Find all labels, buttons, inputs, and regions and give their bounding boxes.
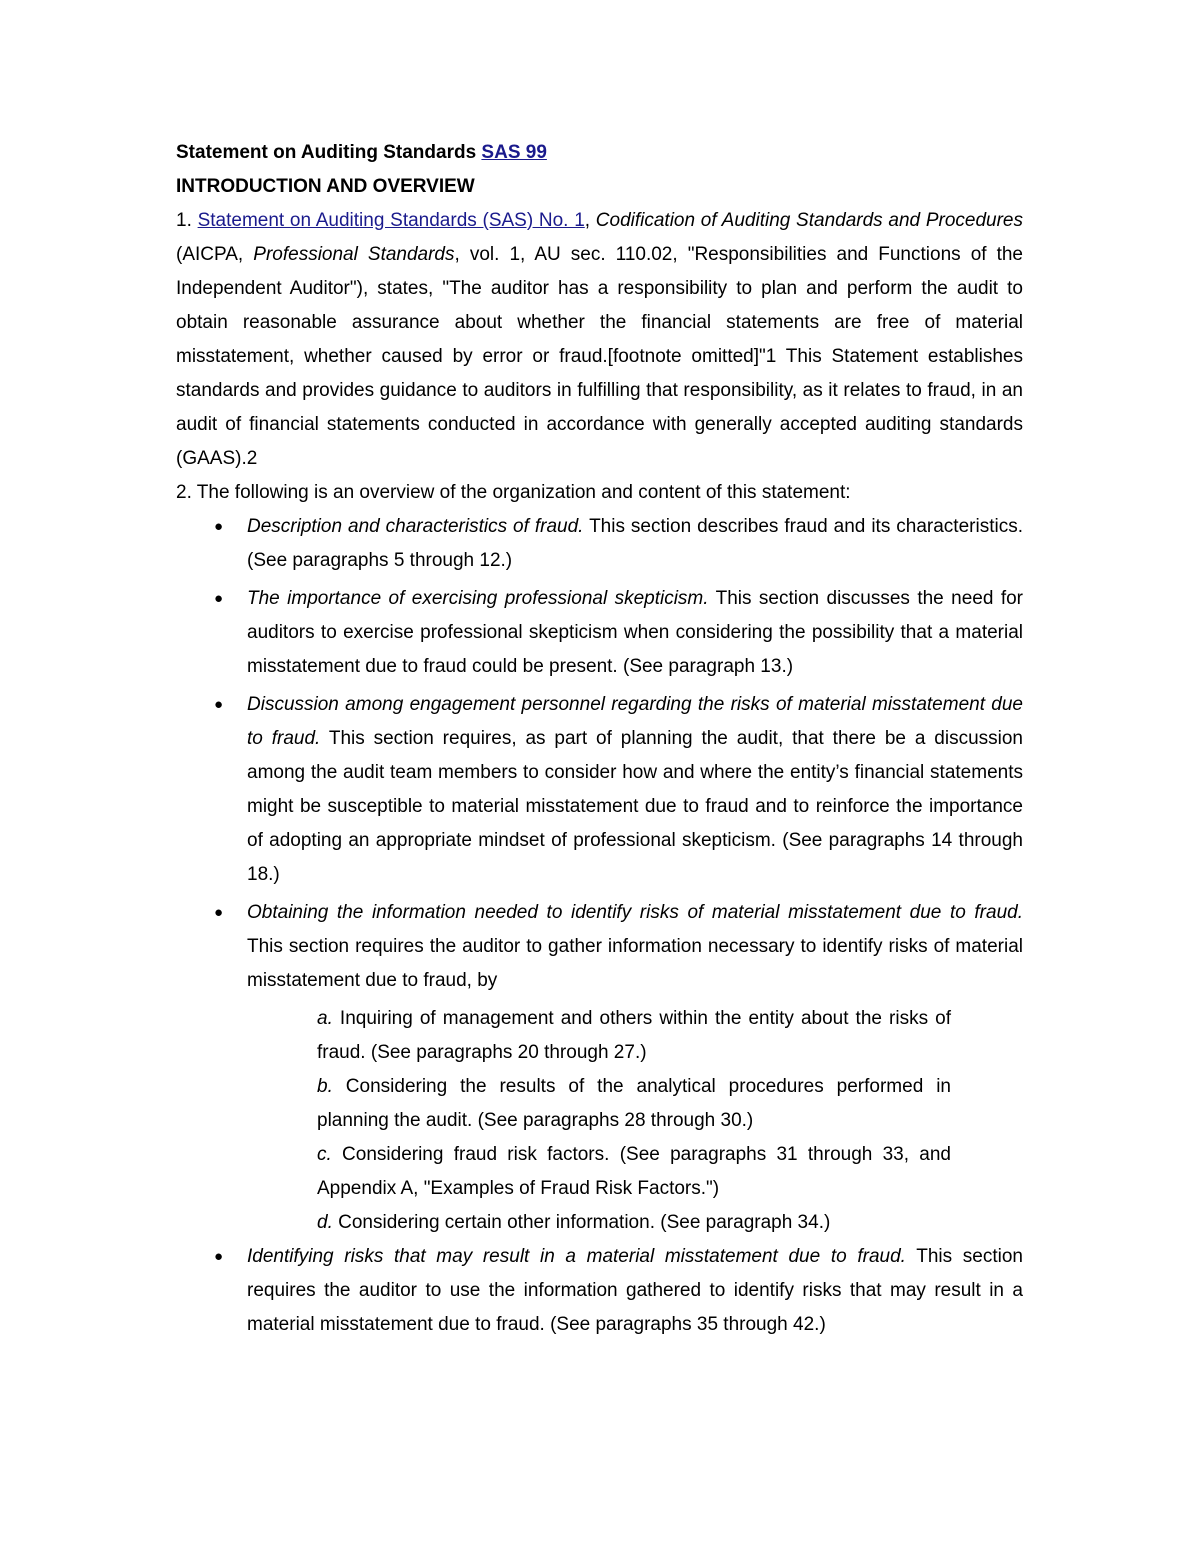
list-item-italic: The importance of exercising professional skepticism. bbox=[247, 588, 709, 609]
list-item-text: This section discusses the need for auditors to exercise professional skepticism when considering the possibility that a material misstatement due to fraud could be present. (See paragraph 13.) bbox=[247, 588, 1023, 677]
paragraph-1-italic: Codification of Auditing Standards and Procedures bbox=[595, 210, 1024, 231]
sub-item bbox=[317, 1070, 951, 1138]
paragraph-1 bbox=[176, 204, 1023, 476]
paragraph-1-italic: Professional Standards bbox=[253, 244, 455, 265]
sas-no-1-link[interactable]: Statement on Auditing Standards (SAS) No. 1 bbox=[197, 210, 585, 231]
list-item bbox=[176, 510, 1023, 578]
sub-item-text: Considering the results of the analytical procedures performed in planning the audit. (See paragraphs 28 through 30.) bbox=[317, 1076, 951, 1131]
list-item-text: This section requires the auditor to use the information gathered to identify risks that may result in a material misstatement due to fraud. (See paragraphs 35 through 42.) bbox=[247, 1246, 1023, 1335]
list-item-text: This section describes fraud and its characteristics. (See paragraphs 5 through 12.) bbox=[247, 516, 1023, 571]
sub-item-letter: c. bbox=[317, 1144, 332, 1165]
sub-item-text: Inquiring of management and others within the entity about the risks of fraud. (See paragraphs 20 through 27.) bbox=[317, 1008, 951, 1063]
sub-item bbox=[317, 1002, 951, 1070]
paragraph-1-text: , vol. 1, AU sec. 110.02, "Responsibilities and Functions of the Independent Auditor"), states, "The auditor has a responsibility to plan and perform the audit to obtain reasonable assurance about whether the financial statements are free of material misstatement, whether caused by error or fraud.[footnote omitted]"1 This Statement establishes standards and provides guidance to auditors in fulfilling that responsibility, as it relates to fraud, in an audit of financial statements conducted in accordance with generally accepted auditing standards (GAAS).2 bbox=[176, 244, 1024, 469]
sub-item-text: Considering certain other information. (See paragraph 34.) bbox=[332, 1212, 831, 1233]
sub-item-letter: a. bbox=[317, 1008, 333, 1029]
list-item-italic: Description and characteristics of fraud. bbox=[247, 516, 584, 537]
sub-item-letter: d. bbox=[317, 1212, 333, 1233]
list-item-text: This section requires, as part of planning the audit, that there be a discussion among the audit team members to consider how and where the entity’s financial statements might be susceptible to material misstatement due to fraud and to reinforce the importance of adopting an appropriate mindset of professional skepticism. (See paragraphs 14 through 18.) bbox=[247, 728, 1023, 885]
list-item-italic: Obtaining the information needed to identify risks of material misstatement due to fraud. bbox=[247, 902, 1023, 923]
document-title bbox=[176, 136, 1023, 170]
list-item bbox=[176, 582, 1023, 684]
paragraph-1-number: 1. bbox=[176, 210, 198, 231]
list-item-italic: Identifying risks that may result in a material misstatement due to fraud. bbox=[247, 1246, 906, 1267]
paragraph-1-text: , bbox=[584, 210, 596, 231]
sub-item-letter: b. bbox=[317, 1076, 333, 1097]
bullet-icon: ● bbox=[214, 518, 224, 535]
sub-item bbox=[317, 1206, 951, 1240]
bullet-icon: ● bbox=[214, 696, 224, 713]
bullet-icon: ● bbox=[214, 1248, 224, 1265]
bullet-icon: ● bbox=[214, 904, 224, 921]
section-heading: INTRODUCTION AND OVERVIEW bbox=[176, 176, 475, 197]
title-prefix: Statement on Auditing Standards bbox=[176, 142, 482, 163]
paragraph-1-text: (AICPA, bbox=[176, 244, 254, 265]
overview-list bbox=[176, 510, 1023, 998]
sub-item-text: Considering fraud risk factors. (See paragraphs 31 through 33, and Appendix A, "Examples of Fraud Risk Factors.") bbox=[317, 1144, 951, 1199]
document-page bbox=[176, 136, 1023, 1346]
bullet-icon: ● bbox=[214, 590, 224, 607]
paragraph-2: 2. The following is an overview of the organization and content of this statement: bbox=[176, 482, 851, 503]
list-item bbox=[176, 1240, 1023, 1342]
list-item-text: This section requires the auditor to gather information necessary to identify risks of material misstatement due to fraud, by bbox=[247, 936, 1023, 991]
overview-list-continued bbox=[176, 1240, 1023, 1342]
sub-item bbox=[317, 1138, 951, 1206]
list-item-italic: Discussion among engagement personnel regarding the risks of material misstatement due to fraud. bbox=[247, 694, 1023, 749]
sub-list bbox=[176, 1002, 951, 1240]
list-item bbox=[176, 896, 1023, 998]
list-item bbox=[176, 688, 1023, 892]
sas-99-link[interactable]: SAS 99 bbox=[481, 142, 547, 163]
